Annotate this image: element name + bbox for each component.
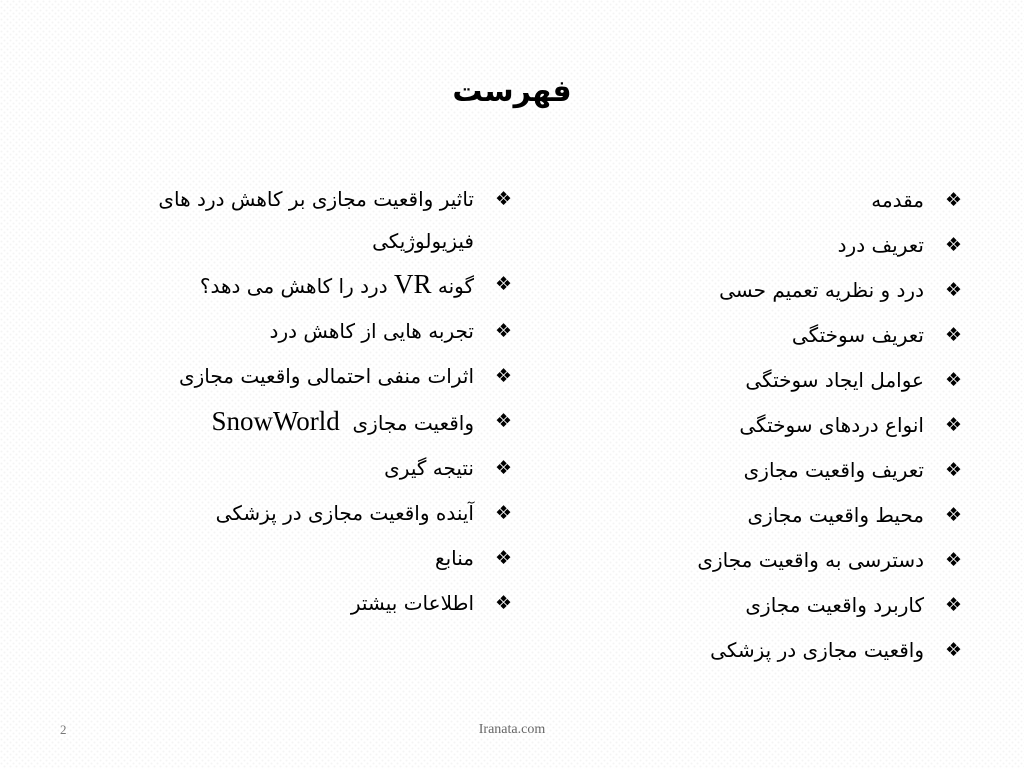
toc-item: [622, 268, 962, 313]
diamond-bullet-icon: ❖: [944, 459, 962, 481]
toc-item-label: تعریف درد: [837, 233, 924, 257]
toc-item: [622, 448, 962, 493]
toc-item: [622, 223, 962, 268]
slide-title: فهرست: [452, 74, 572, 109]
toc-item-label-latin: VR: [393, 269, 432, 299]
toc-item: [127, 262, 512, 309]
toc-item-label: آینده واقعیت مجازی در پزشکی: [215, 501, 474, 525]
toc-item-label: تعریف واقعیت مجازی: [743, 458, 924, 482]
diamond-bullet-icon: ❖: [944, 189, 962, 211]
diamond-bullet-icon: ❖: [494, 365, 512, 387]
diamond-bullet-icon: ❖: [944, 279, 962, 301]
toc-item: [622, 493, 962, 538]
toc-item: [622, 178, 962, 223]
toc-item: [622, 628, 962, 673]
diamond-bullet-icon: ❖: [944, 504, 962, 526]
toc-item-label: انواع دردهای سوختگی: [739, 413, 924, 437]
toc-item: [127, 399, 512, 446]
diamond-bullet-icon: ❖: [494, 188, 512, 210]
toc-item-label: تعریف سوختگی: [791, 323, 924, 347]
toc-item: [127, 536, 512, 581]
toc-item-label-suffix: درد را کاهش می دهد؟: [199, 274, 388, 298]
diamond-bullet-icon: ❖: [944, 639, 962, 661]
diamond-bullet-icon: ❖: [944, 234, 962, 256]
toc-item: [622, 313, 962, 358]
toc-item-label: [127, 262, 474, 309]
toc-item-label: منابع: [434, 546, 474, 570]
toc-item-label-prefix: واقعیت مجازی: [352, 411, 474, 435]
toc-item: [622, 358, 962, 403]
toc-left-column: [127, 178, 512, 626]
toc-item: [622, 583, 962, 628]
diamond-bullet-icon: ❖: [494, 410, 512, 432]
toc-item-label: محیط واقعیت مجازی: [747, 503, 924, 527]
toc-item-label: عوامل ایجاد سوختگی: [745, 368, 924, 392]
toc-item: [127, 581, 512, 626]
diamond-bullet-icon: ❖: [494, 457, 512, 479]
diamond-bullet-icon: ❖: [944, 414, 962, 436]
diamond-bullet-icon: ❖: [494, 320, 512, 342]
toc-item: [127, 309, 512, 354]
toc-item-label: دسترسی به واقعیت مجازی: [697, 548, 924, 572]
diamond-bullet-icon: ❖: [494, 273, 512, 295]
toc-item-label: کاربرد واقعیت مجازی: [745, 593, 924, 617]
toc-item: [127, 354, 512, 399]
page-number: 2: [60, 722, 67, 737]
toc-item: [127, 446, 512, 491]
toc-item-label: درد و نظریه تعمیم حسی: [719, 278, 924, 302]
toc-item-label: تجربه هایی از کاهش درد: [269, 319, 474, 343]
toc-item-label-prefix: گونه: [437, 274, 474, 298]
footer-website: Iranata.com: [478, 722, 546, 737]
toc-item-label: تاثیر واقعیت مجازی بر کاهش درد های فیزیولوژیکی: [158, 187, 474, 253]
diamond-bullet-icon: ❖: [494, 547, 512, 569]
toc-right-column: [622, 178, 962, 673]
toc-item-label: مقدمه: [871, 188, 924, 212]
toc-item-label-latin: SnowWorld: [211, 406, 340, 436]
toc-item: [622, 538, 962, 583]
toc-item-label: اطلاعات بیشتر: [350, 591, 474, 615]
toc-item-label: [127, 399, 474, 446]
diamond-bullet-icon: ❖: [494, 592, 512, 614]
toc-item-label: واقعیت مجازی در پزشکی: [710, 638, 924, 662]
diamond-bullet-icon: ❖: [944, 369, 962, 391]
diamond-bullet-icon: ❖: [494, 502, 512, 524]
diamond-bullet-icon: ❖: [944, 594, 962, 616]
toc-item-label: نتیجه گیری: [384, 456, 474, 480]
toc-item: [127, 178, 512, 262]
toc-item: [127, 491, 512, 536]
toc-item: [622, 403, 962, 448]
diamond-bullet-icon: ❖: [944, 549, 962, 571]
toc-item-label: اثرات منفی احتمالی واقعیت مجازی: [178, 364, 474, 388]
diamond-bullet-icon: ❖: [944, 324, 962, 346]
